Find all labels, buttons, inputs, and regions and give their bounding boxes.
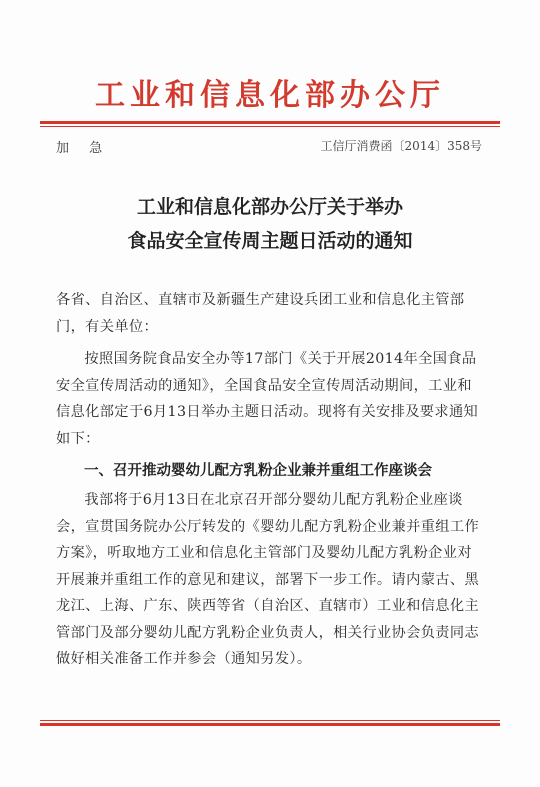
section-1-heading: 一、召开推动婴幼儿配方乳粉企业兼并重组工作座谈会 [84,462,432,479]
letterhead-title: 工业和信息化部办公厅 [95,78,445,113]
addressee: 各省、自治区、直辖市及新疆生产建设兵团工业和信息化主管部门，有关单位： [56,292,465,335]
footer-rule-thin [40,720,500,721]
paragraph-2: 我部将于6月13日在北京召开部分婴幼儿配方乳粉企业座谈会，宣贯国务院办公厅转发的《婴幼儿配方乳粉企业兼并重组工作方案》，听取地方工业和信息化主管部门及婴幼儿配方乳粉企业对开展兼并重组工作的意见和建议，部署下一步工作。请内蒙古、黑龙江、上海、广东、陕西等省（自治区、直辖市）工业和信息化主管部门及部分婴幼儿配方乳粉企业负责人，相关行业协会负责同志做好相关准备工作并参会（通知另发）。 [56,492,480,667]
footer-rule-thick [40,723,500,726]
urgency-label: 加 急 [56,141,111,156]
document-title-line-1: 工业和信息化部办公厅关于举办 [136,196,403,218]
document-title [0,190,540,258]
document-title-line-2: 食品安全宣传周主题日活动的通知 [127,230,413,252]
document-number: 工信厅消费函〔2014〕358号 [320,139,482,153]
letterhead-rule-thin [40,126,500,127]
letterhead-rule-thick [40,121,500,124]
paragraph-1: 按照国务院食品安全办等17部门《关于开展2014年全国食品安全宣传周活动的通知》，全国食品安全宣传周活动期间，工业和信息化部定于6月13日举办主题日活动。现将有关安排及要求通知如下： [56,351,479,447]
